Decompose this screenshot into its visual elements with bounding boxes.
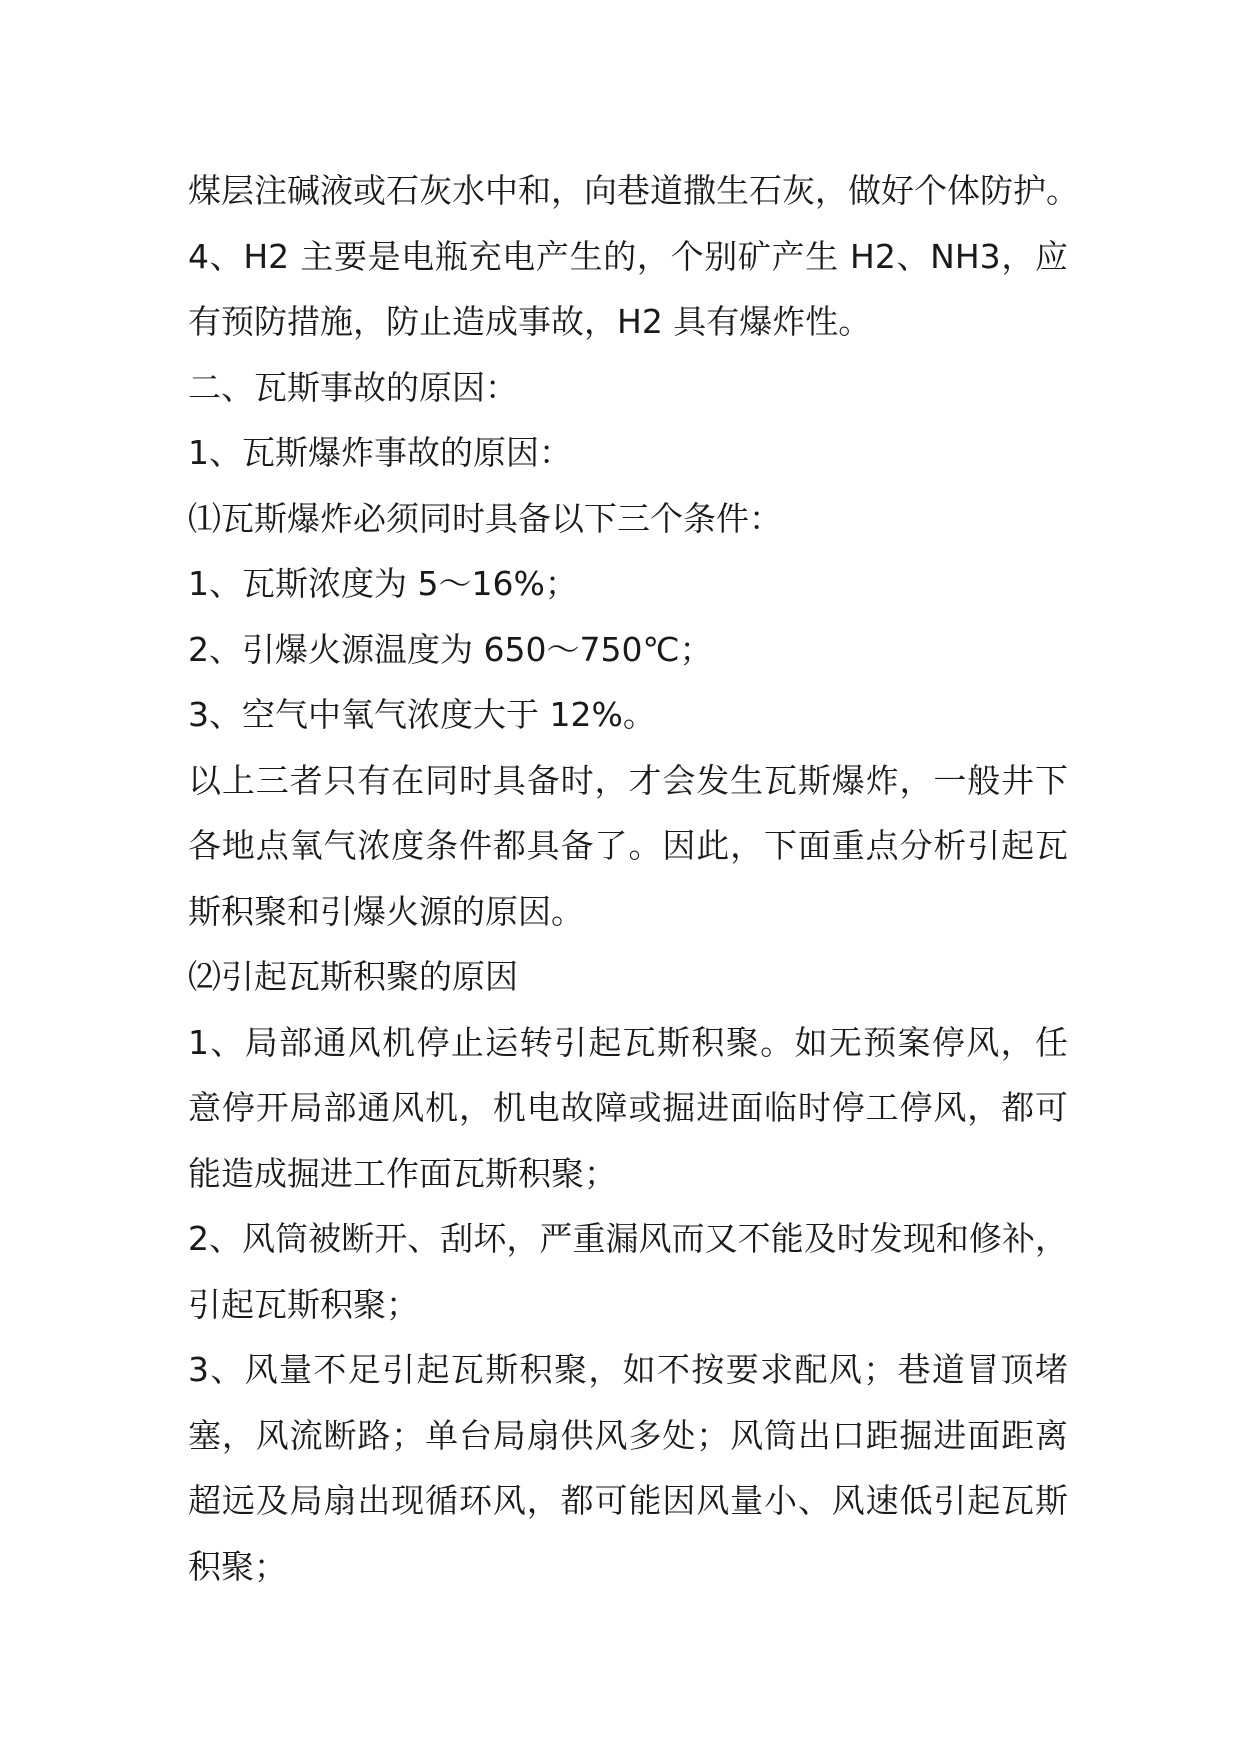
list-item: 2、风筒被断开、刮坏，严重漏风而又不能及时发现和修补， [188, 1219, 1068, 1258]
text-line: 4、H2 主要是电瓶充电产生的，个别矿产生 H2、NH3，应 [188, 236, 1068, 276]
list-item: 1、瓦斯浓度为 5～16%； [188, 564, 578, 603]
text-line: ⑵引起瓦斯积聚的原因 [188, 957, 518, 996]
text-line: 引起瓦斯积聚； [188, 1284, 419, 1324]
text-line: ⑴瓦斯爆炸必须同时具备以下三个条件： [188, 498, 782, 538]
text-line: 有预防措施，防止造成事故，H2 具有爆炸性。 [188, 302, 872, 341]
text-line: 意停开局部通风机，机电故障或掘进面临时停工停风，都可 [188, 1088, 1068, 1127]
list-item: 3、空气中氧气浓度大于 12%。 [188, 695, 656, 734]
text-line: 以上三者只有在同时具备时，才会发生瓦斯爆炸，一般井下 [188, 760, 1068, 800]
subsection-heading: 1、瓦斯爆炸事故的原因： [188, 433, 572, 472]
text-line: 煤层注碱液或石灰水中和，向巷道撒生石灰，做好个体防护。 [188, 171, 1079, 210]
text-line: 各地点氧气浓度条件都具备了。因此，下面重点分析引起瓦 [188, 826, 1068, 865]
document-body [188, 158, 1079, 1599]
text-line: 积聚； [188, 1546, 287, 1586]
text-line: 超远及局扇出现循环风，都可能因风量小、风速低引起瓦斯 [188, 1481, 1068, 1520]
text-line: 塞，风流断路；单台局扇供风多处；风筒出口距掘进面距离 [188, 1415, 1068, 1455]
list-item: 3、风量不足引起瓦斯积聚，如不按要求配风；巷道冒顶堵 [188, 1350, 1068, 1389]
text-line: 斯积聚和引爆火源的原因。 [188, 891, 584, 931]
list-item: 2、引爆火源温度为 650～750℃； [188, 629, 713, 669]
text-line: 能造成掘进工作面瓦斯积聚； [188, 1153, 617, 1193]
list-item: 1、局部通风机停止运转引起瓦斯积聚。如无预案停风，任 [188, 1022, 1068, 1062]
section-heading: 二、瓦斯事故的原因： [188, 367, 518, 407]
